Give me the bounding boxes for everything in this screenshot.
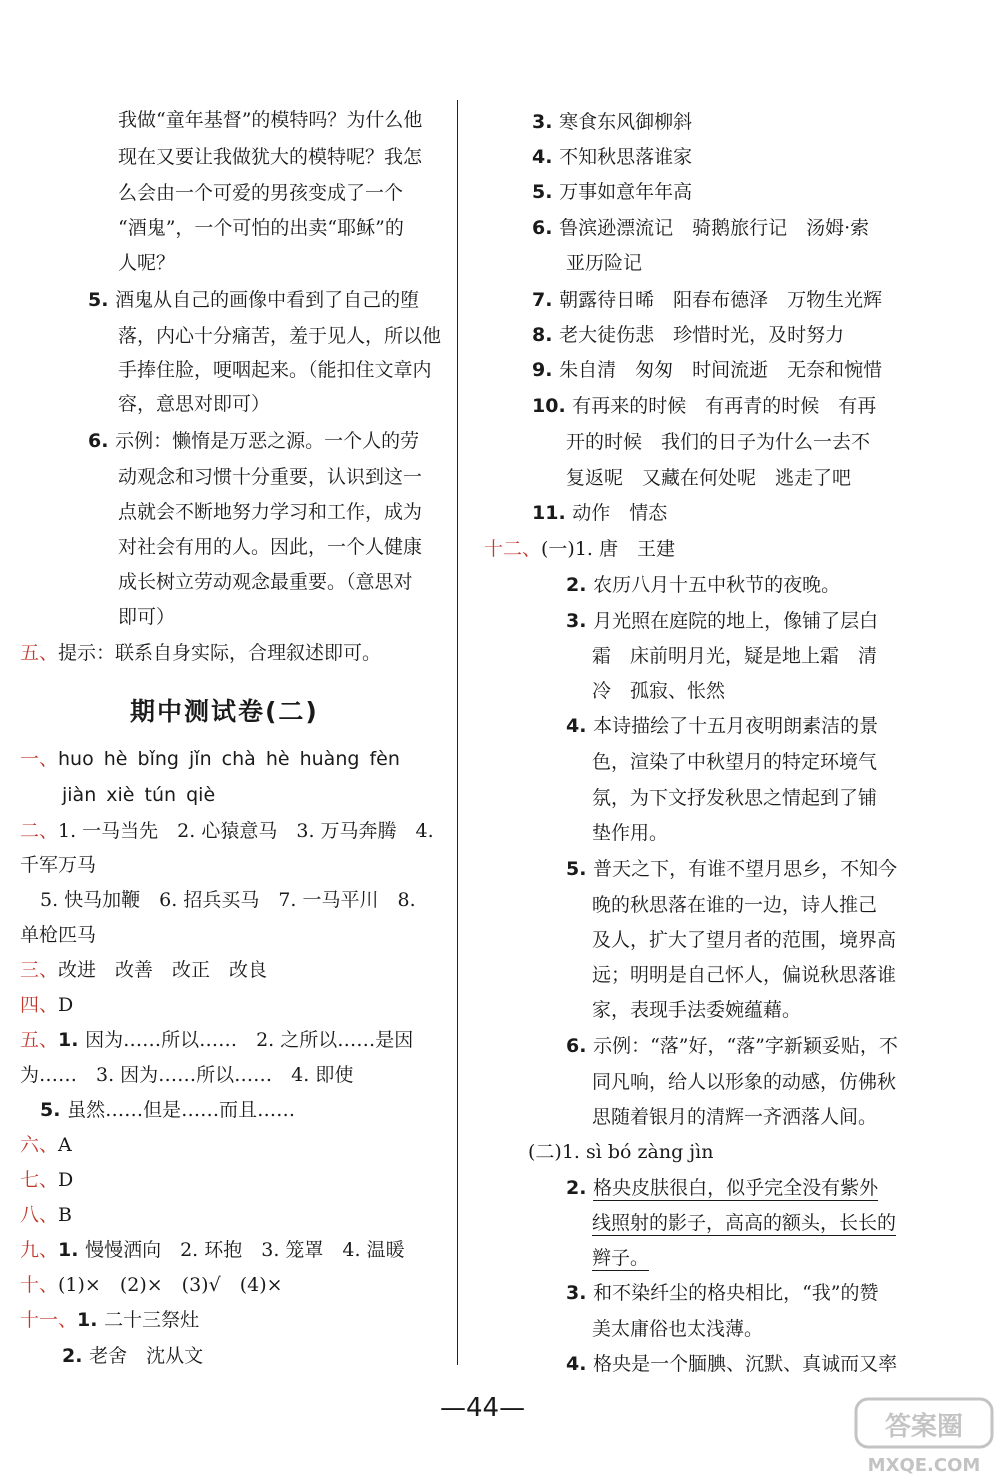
item-number: 3. (532, 111, 560, 133)
item-number: 5. (532, 181, 560, 203)
line-text: 开的时候 我们的日子为什么一去不 (566, 431, 871, 453)
text-line (566, 466, 851, 490)
line-text: 寒食东风御柳斜 (559, 111, 693, 133)
text-line (532, 110, 692, 134)
text-line (566, 1352, 897, 1376)
text-line (592, 644, 877, 668)
section-title: 期中测试卷(二) (130, 697, 319, 726)
text-line (592, 998, 801, 1022)
section-marker: 十、 (20, 1274, 59, 1296)
line-text: 亚历险记 (566, 252, 643, 274)
line-text: D (58, 994, 74, 1016)
text-line (20, 1308, 199, 1332)
line-text: 美太庸俗也太浅薄。 (592, 1318, 764, 1340)
section-marker: 八、 (20, 1204, 59, 1226)
item-number: 1. (58, 1029, 86, 1051)
text-line (532, 358, 882, 382)
line-text: 即可） (118, 606, 176, 628)
text-line (532, 180, 692, 204)
line-text: 对社会有用的人。因此，一个人健康 (118, 536, 423, 558)
section-marker: 五、 (20, 1029, 59, 1051)
section-marker: 二、 (20, 820, 59, 842)
line-text: 么会由一个可爱的男孩变成了一个 (118, 182, 404, 204)
text-line (532, 394, 876, 418)
text-line (20, 819, 434, 843)
section-marker: 六、 (20, 1134, 59, 1156)
text-line (566, 573, 840, 597)
line-text: 成长树立劳动观念最重要。（意思对 (118, 571, 413, 593)
text-line (20, 641, 381, 665)
line-text: (一)1. 唐 王建 (541, 538, 676, 560)
text-line (20, 1028, 413, 1052)
line-text: 点就会不断地努力学习和工作，成为 (118, 501, 423, 523)
item-number: 2. (566, 1177, 594, 1199)
line-text: 普天之下，有谁不望月思乡，不知今 (593, 858, 898, 880)
item-number: 4. (532, 146, 560, 168)
text-line (118, 605, 175, 629)
item-number: 3. (566, 1282, 594, 1304)
text-line (484, 537, 675, 561)
item-number: 3. (566, 610, 594, 632)
line-text: 酒鬼从自己的画像中看到了自己的堕 (115, 289, 420, 311)
line-text: 复返呢 又藏在何处呢 逃走了吧 (566, 467, 852, 489)
item-number: 5. (566, 858, 594, 880)
text-line (118, 108, 422, 132)
text-line (62, 1344, 203, 1368)
text-line (118, 324, 441, 348)
text-line (566, 609, 878, 633)
text-line (566, 1281, 879, 1305)
text-line (532, 501, 667, 525)
text-line (118, 358, 432, 382)
item-number: 11. (532, 502, 573, 524)
line-text: 辫子。 (592, 1247, 650, 1269)
line-text: 示例：“落”好，“落”字新颖妥贴，不 (593, 1035, 898, 1057)
text-line (20, 1133, 72, 1157)
text-line (118, 216, 404, 240)
line-text: 慢慢洒向 2. 环抱 3. 笼罩 4. 温暖 (85, 1239, 405, 1261)
text-line (532, 323, 844, 347)
text-line (592, 1211, 896, 1235)
text-line (88, 288, 419, 312)
line-text: 和不染纤尘的格央相比，“我”的赞 (593, 1282, 879, 1304)
line-text: 垫作用。 (592, 822, 669, 844)
item-number: 6. (88, 430, 116, 452)
line-text: “酒鬼”，一个可怕的出卖“耶稣”的 (118, 217, 404, 239)
section-marker: 一、 (20, 748, 59, 770)
line-text: 月光照在庭院的地上，像铺了层白 (593, 610, 879, 632)
line-text: (1)× (2)× (3)√ (4)× (58, 1274, 283, 1296)
item-number: 1. (77, 1309, 105, 1331)
text-line (528, 1140, 713, 1164)
text-line (592, 1105, 877, 1129)
item-number: 10. (532, 395, 573, 417)
text-line (592, 1070, 896, 1094)
text-line (532, 145, 692, 169)
text-line (566, 1034, 898, 1058)
line-text: 现在又要让我做犹大的模特呢？我怎 (118, 146, 423, 168)
line-text: 老舍 沈从文 (89, 1345, 204, 1367)
line-text: 晚的秋思落在谁的一边，诗人推己 (592, 894, 878, 916)
text-line (40, 888, 416, 912)
text-line (592, 750, 877, 774)
item-number: 7. (532, 289, 560, 311)
item-number: 5. (40, 1099, 68, 1121)
line-text: 因为……所以…… 2. 之所以……是因 (85, 1029, 414, 1051)
text-line (592, 679, 725, 703)
line-text: 动作 情态 (572, 502, 668, 524)
text-line (20, 1063, 353, 1087)
section-marker: 十一、 (20, 1309, 78, 1331)
line-text: 单枪匹马 (20, 924, 97, 946)
text-line (118, 500, 422, 524)
text-line (62, 783, 215, 807)
section-marker: 十二、 (484, 538, 542, 560)
text-line (566, 714, 878, 738)
text-line (40, 1098, 295, 1122)
line-text: huo hè bǐng jǐn chà hè huàng fèn (58, 748, 400, 770)
line-text: 老大徒伤悲 珍惜时光，及时努力 (559, 324, 845, 346)
line-text: A (58, 1134, 72, 1156)
line-text: 1. 一马当先 2. 心猿意马 3. 万马奔腾 4. (58, 820, 434, 842)
page-number: —44— (440, 1393, 526, 1423)
text-line (20, 747, 400, 771)
line-text: 落，内心十分痛苦，羞于见人，所以他 (118, 325, 442, 347)
column-divider (457, 100, 458, 1365)
line-text: 及人，扩大了望月者的范围，境界高 (592, 929, 897, 951)
section-marker: 七、 (20, 1169, 59, 1191)
section-marker: 三、 (20, 959, 59, 981)
text-line (118, 570, 413, 594)
item-number: 2. (62, 1345, 90, 1367)
item-number: 4. (566, 1353, 594, 1375)
line-text: 虽然……但是……而且…… (67, 1099, 296, 1121)
line-text: D (58, 1169, 74, 1191)
text-line (20, 923, 96, 947)
line-text: 手捧住脸，哽咽起来。（能扣住文章内 (118, 359, 432, 381)
line-text: 远；明明是自己怀人，偏说秋思落谁 (592, 964, 897, 986)
line-text: 改进 改善 改正 改良 (58, 959, 268, 981)
line-text: 提示：联系自身实际，合理叙述即可。 (58, 642, 382, 664)
item-number: 6. (532, 217, 560, 239)
text-line (592, 963, 896, 987)
item-number: 6. (566, 1035, 594, 1057)
text-line (20, 993, 73, 1017)
text-line (592, 928, 896, 952)
text-line (532, 288, 882, 312)
text-line (20, 1273, 283, 1297)
line-text: 万事如意年年高 (559, 181, 693, 203)
text-line (20, 1168, 73, 1192)
line-text: 同凡响，给人以形象的动感，仿佛秋 (592, 1071, 897, 1093)
line-text: 色，渲染了中秋望月的特定环境气 (592, 751, 878, 773)
text-line (20, 1238, 405, 1262)
svg-text:答案圈: 答案圈 (884, 1412, 964, 1442)
line-text: 冷 孤寂、怅然 (592, 680, 726, 702)
text-line (532, 216, 869, 240)
line-text: 为…… 3. 因为……所以…… 4. 即使 (20, 1064, 354, 1086)
line-text: 朱自清 匆匆 时间流逝 无奈和惋惜 (559, 359, 883, 381)
line-text: 容，意思对即可） (118, 393, 271, 415)
item-number: 1. (58, 1239, 86, 1261)
line-text: 本诗描绘了十五月夜明朗素洁的景 (593, 715, 879, 737)
line-text: 鲁滨逊漂流记 骑鹅旅行记 汤姆·索 (559, 217, 870, 239)
text-line (118, 535, 422, 559)
text-line (592, 893, 877, 917)
line-text: (二)1. sì bó zàng jìn (528, 1141, 714, 1163)
line-text: 农历八月十五中秋节的夜晚。 (593, 574, 841, 596)
text-line (592, 1246, 649, 1270)
text-line (20, 958, 267, 982)
item-number: 9. (532, 359, 560, 381)
line-text: 不知秋思落谁家 (559, 146, 693, 168)
text-line (592, 821, 668, 845)
text-line (118, 392, 270, 416)
text-line (118, 181, 403, 205)
text-line (566, 430, 870, 454)
line-text: 动观念和习惯十分重要，认识到这一 (118, 466, 423, 488)
text-line (566, 857, 897, 881)
text-line (566, 1176, 878, 1200)
text-line (118, 251, 175, 275)
line-text: 霜 床前明月光，疑是地上霜 清 (592, 645, 878, 667)
text-line (118, 145, 422, 169)
item-number: 2. (566, 574, 594, 596)
section-marker: 四、 (20, 994, 59, 1016)
section-marker: 九、 (20, 1239, 59, 1261)
line-text: B (58, 1204, 72, 1226)
line-text: jiàn xiè tún qiè (62, 784, 216, 806)
line-text: 家，表现手法委婉蕴藉。 (592, 999, 802, 1021)
section-marker: 五、 (20, 642, 59, 664)
text-line (592, 1317, 763, 1341)
text-line (20, 1203, 72, 1227)
line-text: 思随着银月的清辉一齐洒落人间。 (592, 1106, 878, 1128)
line-text: 5. 快马加鞭 6. 招兵买马 7. 一马平川 8. (40, 889, 416, 911)
line-text: 人呢？ (118, 252, 176, 274)
line-text: 氛，为下文抒发秋思之情起到了铺 (592, 787, 878, 809)
line-text: 有再来的时候 有再青的时候 有再 (572, 395, 877, 417)
line-text: 二十三祭灶 (104, 1309, 200, 1331)
svg-text:MXQE.COM: MXQE.COM (867, 1455, 981, 1476)
text-line (566, 251, 642, 275)
text-line (592, 786, 877, 810)
watermark-logo (850, 1395, 998, 1477)
text-line (118, 465, 422, 489)
item-number: 4. (566, 715, 594, 737)
line-text: 格央皮肤很白，似乎完全没有紫外 (593, 1177, 879, 1199)
line-text: 格央是一个腼腆、沉默、真诚而又率 (593, 1353, 898, 1375)
text-line (20, 853, 96, 877)
line-text: 我做“童年基督”的模特吗？为什么他 (118, 109, 423, 131)
line-text: 朝露待日晞 阳春布德泽 万物生光辉 (559, 289, 883, 311)
line-text: 千军万马 (20, 854, 97, 876)
item-number: 5. (88, 289, 116, 311)
item-number: 8. (532, 324, 560, 346)
text-line (88, 429, 419, 453)
line-text: 线照射的影子，高高的额头，长长的 (592, 1212, 897, 1234)
line-text: 示例：懒惰是万恶之源。一个人的劳 (115, 430, 420, 452)
